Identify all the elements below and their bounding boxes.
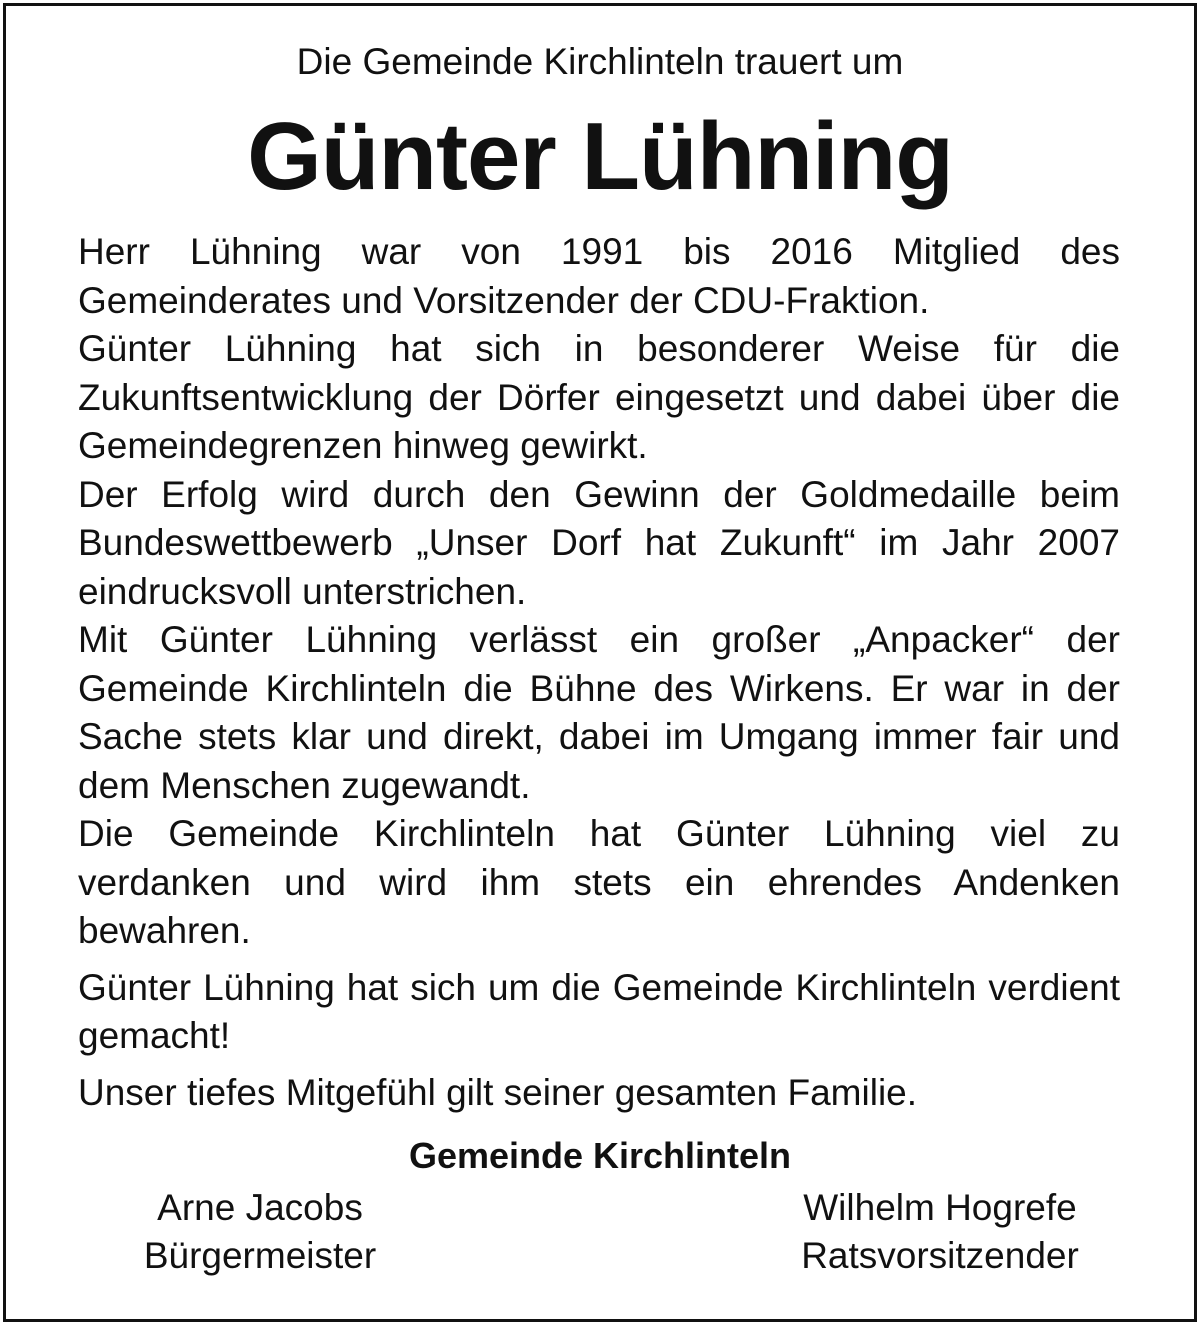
- notice-body: [78, 228, 1120, 1117]
- signatory-name: Wilhelm Hogrefe: [803, 1187, 1077, 1228]
- deceased-name: Günter Lühning: [247, 103, 953, 210]
- paragraph-merit: Günter Lühning hat sich um die Gemeinde Kirchlinteln verdient gemacht!: [78, 966, 1120, 1056]
- paragraph-gratitude: Die Gemeinde Kirchlinteln hat Günter Lühning viel zu verdanken und wird ihm stets ein ehrendes Andenken bewahren.: [78, 813, 1120, 951]
- signatory-name: Arne Jacobs: [157, 1187, 363, 1228]
- signatory-title: Bürgermeister: [143, 1235, 377, 1276]
- paragraph-commitment: Günter Lühning hat sich in besonderer Weise für die Zukunftsentwicklung der Dörfer eingesetzt und dabei über die Gemeindegrenzen hinweg gewirkt.: [78, 328, 1120, 466]
- organization-name: Gemeinde Kirchlinteln: [408, 1135, 792, 1176]
- signatory-mayor: [110, 1184, 410, 1280]
- paragraph-character: Mit Günter Lühning verlässt ein großer „Anpacker“ der Gemeinde Kirchlinteln die Bühne des Wirkens. Er war in der Sache stets klar und direkt, dabei im Umgang immer fair und dem Menschen zugewandt.: [78, 619, 1120, 806]
- intro-line: Die Gemeinde Kirchlinteln trauert um: [296, 41, 904, 82]
- paragraph-condolence: Unser tiefes Mitgefühl gilt seiner gesamten Familie.: [78, 1071, 918, 1113]
- signatory-title: Ratsvorsitzender: [801, 1235, 1079, 1276]
- paragraph-success: Der Erfolg wird durch den Gewinn der Goldmedaille beim Bundeswettbewerb „Unser Dorf hat Zukunft“ im Jahr 2007 eindrucksvoll unterstrichen.: [78, 473, 1120, 612]
- paragraph-membership: Herr Lühning war von 1991 bis 2016 Mitglied des Gemeinderates und Vorsitzender der CDU-Fraktion.: [78, 231, 1120, 321]
- signatory-council-chair: [760, 1184, 1120, 1280]
